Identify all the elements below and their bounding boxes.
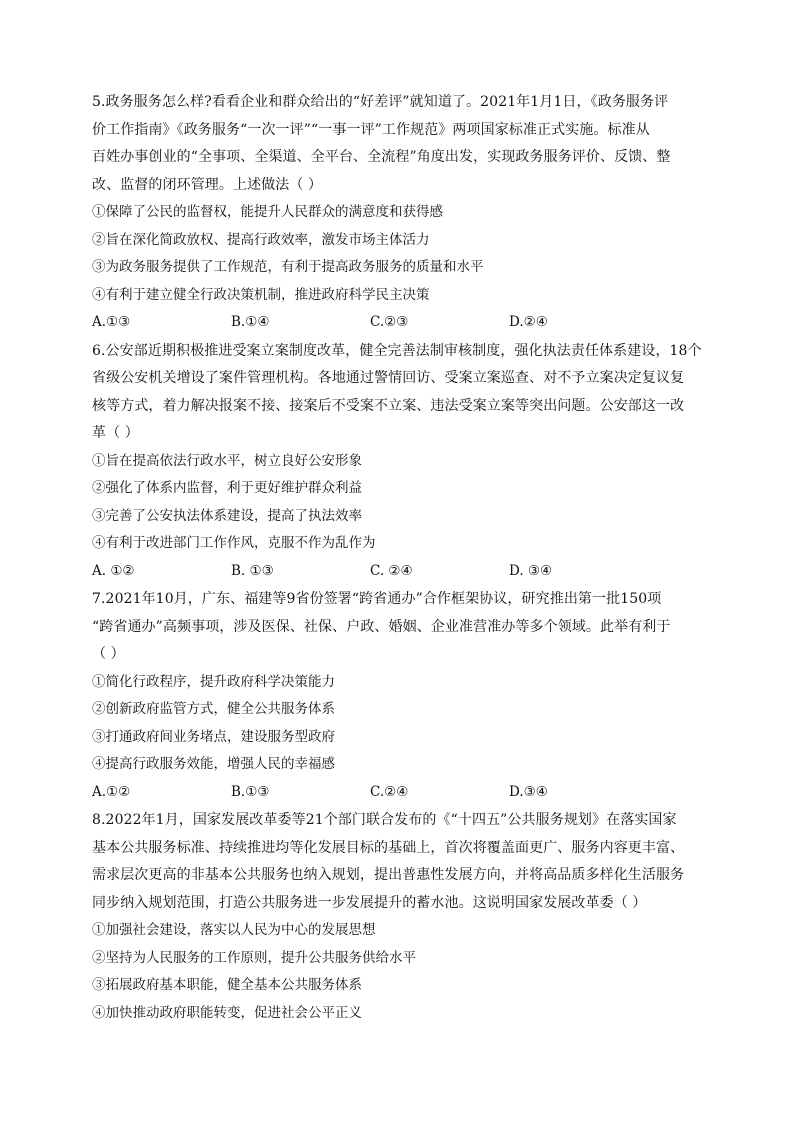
question-8-option-2: ②坚持为人民服务的工作原则，提升公共服务供给水平 [92, 949, 416, 966]
stem-line: 改、监督的闭环管理。上述做法（ ） [92, 176, 323, 193]
stem-line: 核等方式，着力解决报案不接、接案后不受案不立案、违法受案立案等突出问题。公安部这一改 [92, 397, 685, 414]
stem-line: 需求层次更高的非基本公共服务也纳入规划，提出普惠性发展方向，并将高品质多样化生活服务 [92, 867, 685, 883]
question-5-option-4: ④有利于建立健全行政决策机制，推进政府科学民主决策 [92, 286, 430, 303]
stem-line: 8.2022年1月，国家发展改革委等21个部门联合发布的《“十四五”公共服务规划》在落实国家 [92, 812, 677, 828]
stem-line: 6.公安部近期积极推进受案立案制度改革，健全完善法制审核制度，强化执法责任体系建设，18个 [92, 342, 702, 359]
answer-choice-b: B.①④ [231, 314, 270, 330]
question-6-stem [92, 337, 704, 448]
question-5-option-3: ③为政务服务提供了工作规范，有利于提高政务服务的质量和水平 [92, 259, 484, 275]
answer-choice-c: C.②③ [370, 314, 409, 330]
question-8-option-1: ①加强社会建设，落实以人民为中心的发展思想 [92, 922, 376, 938]
answer-choice-c: C.②④ [370, 783, 409, 800]
exam-page [92, 88, 704, 1027]
question-8-option-3: ③拓展政府基本职能，健全基本公共服务体系 [92, 977, 362, 993]
question-8-stem [92, 806, 704, 917]
question-6 [92, 337, 704, 586]
answer-choice-a: A.①② [92, 783, 131, 800]
answer-choice-d: D.②④ [509, 314, 548, 330]
question-8-option-4: ④加快推动政府职能转变，促进社会公平正义 [92, 1004, 362, 1021]
stem-line: 基本公共服务标准、持续推进均等化发展目标的基础上，首次将覆盖面更广、服务内容更丰富、 [92, 839, 685, 856]
question-5 [92, 88, 704, 337]
stem-line: 7.2021年10月，广东、福建等9省份签署“跨省通办”合作框架协议，研究推出第一批150项 [92, 591, 662, 607]
answer-choice-a: A.①③ [92, 314, 131, 330]
question-5-option-1: ①保障了公民的监督权，能提升人民群众的满意度和获得感 [92, 204, 443, 220]
answer-choice-a: A. ①② [92, 562, 135, 579]
question-7 [92, 585, 704, 806]
question-6-option-3: ③完善了公安执法体系建设，提高了执法效率 [92, 507, 362, 524]
question-6-option-1: ①旨在提高依法行政水平，树立良好公安形象 [92, 452, 362, 469]
answer-choice-b: B. ①③ [231, 562, 274, 579]
question-7-option-4: ④提高行政服务效能，增强人民的幸福感 [92, 756, 335, 772]
stem-line: 5.政务服务怎么样?看看企业和群众给出的“好差评”就知道了。2021年1月1日，《政务服务评 [92, 94, 669, 110]
question-7-answers [92, 779, 704, 807]
question-6-option-2: ②强化了体系内监督，利于更好维护群众利益 [92, 480, 362, 496]
stem-line: 革（ ） [92, 425, 139, 441]
answer-choice-d: D.③④ [509, 783, 548, 800]
question-6-answers [92, 558, 704, 586]
stem-line: 价工作指南》《政务服务“一次一评”“一事一评”工作规范》两项国家标准正式实施。标准从 [92, 121, 650, 138]
question-5-stem [92, 88, 704, 199]
answer-choice-b: B.①③ [231, 783, 270, 800]
stem-line: 省级公安机关增设了案件管理机构。各地通过警情回访、受案立案巡查、对不予立案决定复议复 [92, 370, 685, 386]
question-6-option-4: ④有利于改进部门工作作风，克服不作为乱作为 [92, 535, 376, 551]
answer-choice-c: C. ②④ [370, 562, 413, 579]
question-7-option-3: ③打通政府间业务堵点，建设服务型政府 [92, 728, 335, 745]
stem-line: “跨省通办”高频事项，涉及医保、社保、户政、婚姻、企业准营准办等多个领域。此举有利于 [92, 618, 671, 635]
stem-line: 百姓办事创业的“全事项、全渠道、全平台、全流程”角度出发，实现政务服务评价、反馈、整 [92, 149, 671, 165]
question-5-option-2: ②旨在深化简政放权、提高行政效率，激发市场主体活力 [92, 231, 430, 248]
question-7-stem [92, 585, 704, 669]
stem-line: （ ） [92, 646, 125, 662]
question-5-answers [92, 309, 704, 337]
stem-line: 同步纳入规划范围，打造公共服务进一步发展提升的蓄水池。这说明国家发展改革委（ ） [92, 894, 647, 911]
question-7-option-2: ②创新政府监管方式，健全公共服务体系 [92, 701, 335, 717]
answer-choice-d: D. ③④ [509, 562, 553, 579]
question-8 [92, 806, 704, 1027]
question-7-option-1: ①简化行政程序，提升政府科学决策能力 [92, 673, 335, 690]
